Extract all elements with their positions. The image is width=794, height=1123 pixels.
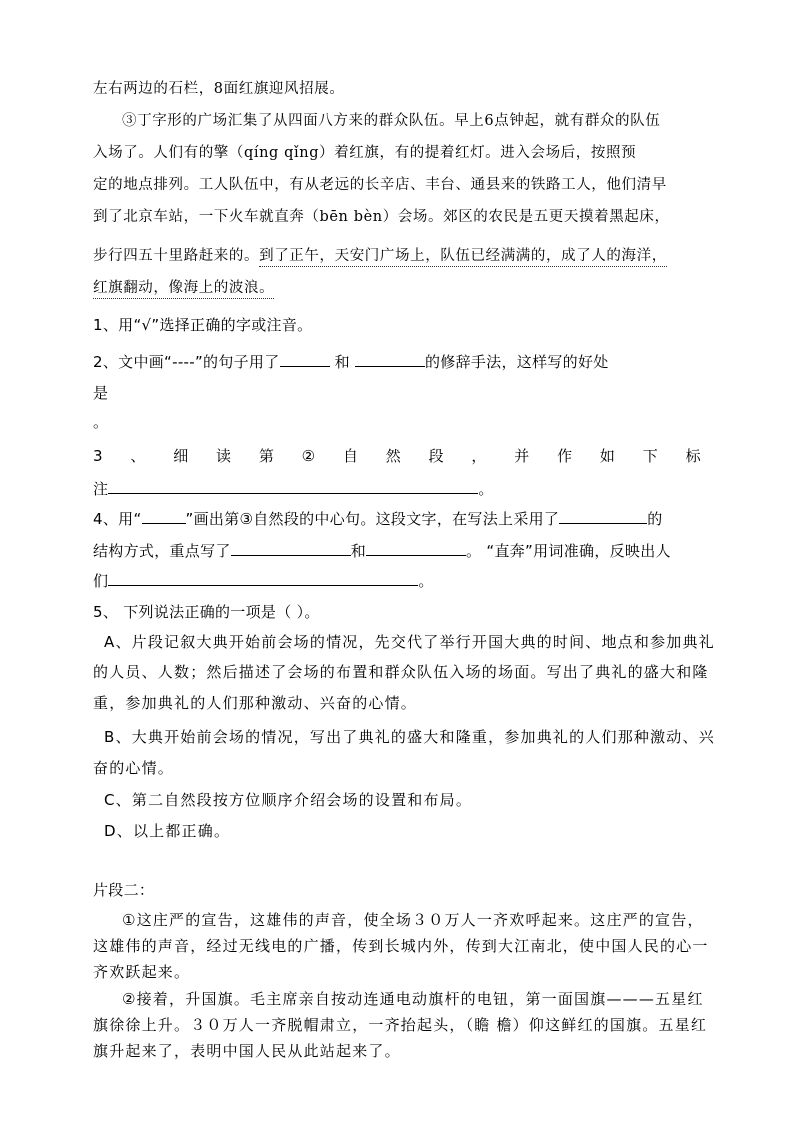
passage-line: 旗升起来了，表明中国人民从此站起来了。 xyxy=(93,1042,401,1060)
passage-line: 定的地点排列。工人队伍中，有从老远的长辛店、丰台、通县来的铁路工人，他们清早 xyxy=(93,177,667,193)
question-text: 。 xyxy=(478,480,494,498)
question-text: 的修辞手法，这样写的好处 xyxy=(424,353,609,371)
option-a-cont: 重，参加典礼的人们那种激动、兴奋的心情。 xyxy=(93,694,418,712)
question-text: 4、用“ xyxy=(93,510,142,528)
question-text: 和 xyxy=(350,542,367,560)
question-char: 并 xyxy=(514,447,530,465)
question-2 xyxy=(93,351,609,372)
passage-line: 入场了。人们有的擎（qíng qǐng）着红旗，有的提着红灯。进入会场后，按照预 xyxy=(93,145,637,161)
option-a-cont: 的人员、人数；然后描述了会场的布置和群众队伍入场的场面。写出了典礼的盛大和隆 xyxy=(93,663,709,681)
passage-line: 旗徐徐上升。３０万人一齐脱帽肃立，一齐抬起头，（瞻 檐）仰这鲜红的国旗。五星红 xyxy=(93,1016,708,1034)
passage-text: 步行四五十里路赶来的。 xyxy=(93,248,260,264)
option-b[interactable]: B、大典开始前会场的情况，写出了典礼的盛大和隆重，参加典礼的人们那种激动、兴 xyxy=(104,728,715,746)
question-text: 的 xyxy=(647,510,663,528)
option-d[interactable]: D、以上都正确。 xyxy=(104,822,231,840)
question-char: 自 xyxy=(342,447,359,465)
passage-line xyxy=(93,246,667,267)
question-char: 标 xyxy=(685,447,701,465)
passage-line: 到了北京车站，一下火车就直奔（bēn bèn）会场。郊区的农民是五更天摸着黑起床， xyxy=(93,209,670,225)
question-char: 如 xyxy=(599,447,616,465)
question-char: 细 xyxy=(173,447,189,465)
question-text: 注 xyxy=(93,480,109,498)
question-text: ”画出第③自然段的中心句。这段文字，在写法上采用了 xyxy=(185,510,560,528)
passage-line: ②接着，升国旗。毛主席亲自按动连通电动旗杆的电钮，第一面国旗———五星红 xyxy=(122,990,704,1008)
question-char: 3 xyxy=(93,447,103,465)
passage-line: ①这庄严的宣告，这雄伟的声音，使全场３０万人一齐欢呼起来。这庄严的宣告， xyxy=(122,911,704,929)
question-1: 1、用“√”选择正确的字或注音。 xyxy=(93,316,313,334)
question-3 xyxy=(93,446,701,466)
underlined-sentence: 到了正午，天安门广场上，队伍已经满满的，成了人的海洋， xyxy=(259,246,667,267)
question-char: 第 xyxy=(258,447,275,465)
question-2-cont: 是 xyxy=(93,384,109,402)
underlined-sentence: 红旗翻动，像海上的波浪。 xyxy=(93,278,274,299)
option-b-cont: 奋的心情。 xyxy=(93,759,175,777)
option-c[interactable]: C、第二自然段按方位顺序介绍会场的设置和布局。 xyxy=(104,791,473,809)
answer-blank[interactable] xyxy=(108,570,418,586)
answer-blank[interactable] xyxy=(142,508,186,524)
question-text: 和 xyxy=(329,353,355,371)
answer-blank[interactable] xyxy=(108,478,478,494)
question-text: 。 “直奔”用词准确，反映出人 xyxy=(466,542,671,560)
question-char: 、 xyxy=(130,447,146,465)
passage-line: ③丁字形的广场汇集了从四面八方来的群众队伍。早上6点钟起，就有群众的队伍 xyxy=(122,113,661,129)
question-2-end: 。 xyxy=(93,413,109,431)
section-title: 片段二： xyxy=(93,881,155,899)
question-char: ② xyxy=(301,447,316,465)
question-3-cont xyxy=(93,478,494,499)
question-4-end xyxy=(93,570,434,591)
passage-line: 齐欢跃起来。 xyxy=(93,963,191,981)
option-a[interactable]: A、片段记叙大典开始前会场的情况，先交代了举行开国大典的时间、地点和参加典礼 xyxy=(104,633,715,651)
passage-line: 左右两边的石栏，8面红旗迎风招展。 xyxy=(93,81,345,97)
question-4 xyxy=(93,508,663,529)
question-char: 然 xyxy=(385,447,402,465)
question-text: 2、文中画“----”的句子用了 xyxy=(93,353,280,371)
question-char: 下 xyxy=(642,447,659,465)
answer-blank[interactable] xyxy=(366,540,466,556)
question-char: 读 xyxy=(216,447,232,465)
question-4-cont xyxy=(93,540,671,561)
passage-line xyxy=(93,278,274,299)
answer-blank[interactable] xyxy=(231,540,351,556)
answer-blank[interactable] xyxy=(559,508,647,524)
question-text: 们 xyxy=(93,572,109,590)
passage-line: 这雄伟的声音，经过无线电的广播，传到长城内外，传到大江南北，使中国人民的心一 xyxy=(93,937,709,955)
answer-blank[interactable] xyxy=(280,351,330,367)
question-text: 。 xyxy=(418,572,434,590)
question-5: 5、 下列说法正确的一项是（ ）。 xyxy=(93,603,320,621)
question-char: 段 xyxy=(428,447,444,465)
question-char: 作 xyxy=(557,447,573,465)
question-text: 结构方式，重点写了 xyxy=(93,542,231,560)
answer-blank[interactable] xyxy=(355,351,425,367)
question-char: ， xyxy=(471,447,487,465)
